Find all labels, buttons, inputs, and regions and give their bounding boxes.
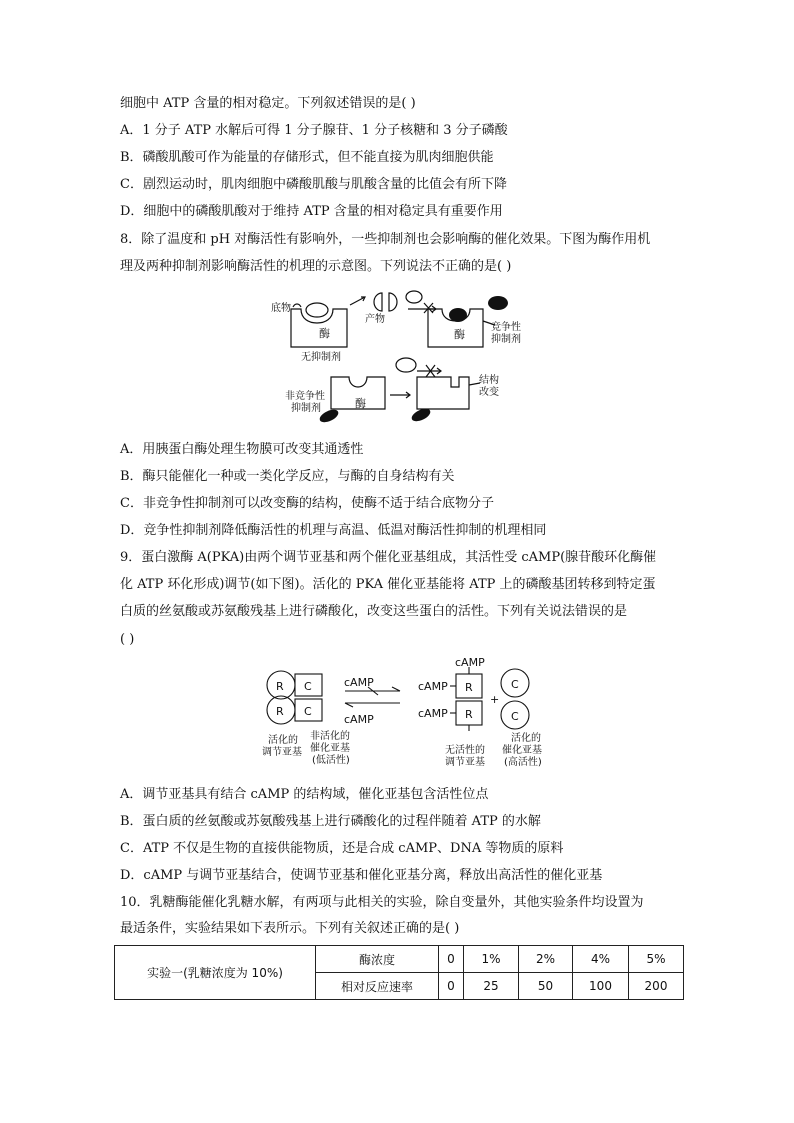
- q9-option-a: A．调节亚基具有结合 cAMP 的结构域，催化亚基包含活性位点: [120, 787, 489, 802]
- pka-left-label-2a: 非活化的: [310, 731, 350, 742]
- q10-stem-line2: 最适条件，实验结果如下表所示。下列有关叙述正确的是( ): [120, 921, 460, 936]
- table-cell: 50: [519, 973, 573, 1000]
- q8-option-d: D．竞争性抑制剂降低酶活性的机理与高温、低温对酶活性抑制的机理相同: [120, 523, 547, 538]
- pka-right-label-1a: 无活性的: [445, 745, 485, 756]
- pka-left-label-1a: 活化的: [268, 735, 298, 746]
- q7-option-b: B．磷酸肌酸可作为能量的存储形式，但不能直接为肌肉细胞供能: [120, 150, 494, 165]
- q9-option-d: D．cAMP 与调节亚基结合，使调节亚基和催化亚基分离，释放出高活性的催化亚基: [120, 868, 603, 883]
- pka-c-4: C: [511, 710, 519, 723]
- row-header-enzyme-concentration: 酶浓度: [316, 946, 439, 973]
- label-structure-1: 结构: [479, 375, 499, 386]
- pka-left-label-2b: 催化亚基: [310, 743, 350, 754]
- table-cell: 5%: [629, 946, 684, 973]
- q8-option-c: C．非竞争性抑制剂可以改变酶的结构，使酶不适于结合底物分子: [120, 496, 494, 511]
- label-structure-2: 改变: [479, 387, 499, 398]
- q9-stem-line1: 9．蛋白激酶 A(PKA)由两个调节亚基和两个催化亚基组成，其活性受 cAMP(腺苷酸环化酶催: [120, 550, 657, 565]
- q9-stem-line3: 白质的丝氨酸或苏氨酸残基上进行磷酸化，改变这些蛋白的活性。下列有关说法错误的是: [120, 604, 628, 619]
- table-cell: 1%: [464, 946, 519, 973]
- q8-option-a: A．用胰蛋白酶处理生物膜可改变其通透性: [120, 442, 364, 457]
- experiment-table: [114, 945, 684, 1000]
- pka-left-label-2c: (低活性): [312, 755, 350, 766]
- pka-camp-forward: cAMP: [344, 676, 374, 689]
- q9-stem-line2: 化 ATP 环化形成)调节(如下图)。活化的 PKA 催化亚基能将 ATP 上的磷酸基团转移到特定蛋: [120, 577, 656, 592]
- table-cell: 200: [629, 973, 684, 1000]
- pka-r-1: R: [276, 680, 284, 693]
- label-enzyme-3: 酶: [355, 397, 366, 410]
- q9-option-c: C．ATP 不仅是生物的直接供能物质，还是合成 cAMP、DNA 等物质的原料: [120, 841, 564, 856]
- label-noncompetitive-1: 非竞争性: [285, 391, 325, 402]
- q7-option-d: D．细胞中的磷酸肌酸对于维持 ATP 含量的相对稳定具有重要作用: [120, 204, 503, 219]
- pka-camp-left-2: cAMP: [418, 707, 448, 720]
- pka-r-3: R: [465, 681, 473, 694]
- q8-stem-line2: 理及两种抑制剂影响酶活性的机理的示意图。下列说法不正确的是( ): [120, 259, 512, 274]
- q8-option-b: B．酶只能催化一种或一类化学反应，与酶的自身结构有关: [120, 469, 455, 484]
- table-cell: 2%: [519, 946, 573, 973]
- label-no-inhibitor: 无抑制剂: [301, 352, 341, 363]
- table-cell: 100: [573, 973, 629, 1000]
- table-cell: 0: [439, 946, 464, 973]
- pka-camp-top: cAMP: [455, 656, 485, 669]
- table-cell: 25: [464, 973, 519, 1000]
- pka-left-label-1b: 调节亚基: [262, 747, 302, 758]
- label-competitive-1: 竞争性: [491, 322, 521, 333]
- pka-activation-diagram: [240, 655, 560, 775]
- label-noncompetitive-2: 抑制剂: [291, 403, 321, 414]
- pka-r-4: R: [465, 708, 473, 721]
- pka-right-label-2b: 催化亚基: [502, 745, 542, 756]
- q9-stem-line4: ( ): [120, 632, 135, 647]
- q7-option-c: C．剧烈运动时，肌肉细胞中磷酸肌酸与肌酸含量的比值会有所下降: [120, 177, 507, 192]
- q7-option-a: A．1 分子 ATP 水解后可得 1 分子腺苷、1 分子核糖和 3 分子磷酸: [120, 123, 508, 138]
- label-enzyme-2: 酶: [454, 328, 465, 341]
- pka-right-label-2c: (高活性): [504, 757, 542, 768]
- label-substrate: 底物: [271, 303, 291, 314]
- q7-stem: 细胞中 ATP 含量的相对稳定。下列叙述错误的是( ): [120, 96, 416, 111]
- q8-stem-line1: 8．除了温度和 pH 对酶活性有影响外，一些抑制剂也会影响酶的催化效果。下图为酶作用机: [120, 232, 651, 247]
- pka-right-label-1b: 调节亚基: [445, 757, 485, 768]
- pka-right-label-2a: 活化的: [511, 733, 541, 744]
- pka-camp-back: cAMP: [344, 713, 374, 726]
- table-cell: 0: [439, 973, 464, 1000]
- table-cell: 4%: [573, 946, 629, 973]
- pka-c-1: C: [304, 680, 312, 693]
- experiment-label: 实验一(乳糖浓度为 10%): [115, 946, 316, 1000]
- row-header-relative-rate: 相对反应速率: [316, 973, 439, 1000]
- enzyme-inhibition-diagram: [255, 285, 545, 430]
- pka-camp-left-1: cAMP: [418, 680, 448, 693]
- label-enzyme-1: 酶: [319, 327, 330, 340]
- pka-c-3: C: [511, 678, 519, 691]
- pka-r-2: R: [276, 705, 284, 718]
- pka-plus: +: [490, 693, 500, 706]
- table-row: [115, 946, 684, 973]
- q10-stem-line1: 10．乳糖酶能催化乳糖水解，有两项与此相关的实验，除自变量外，其他实验条件均设置为: [120, 895, 644, 910]
- q9-option-b: B．蛋白质的丝氨酸或苏氨酸残基上进行磷酸化的过程伴随着 ATP 的水解: [120, 814, 541, 829]
- label-product: 产物: [365, 314, 385, 325]
- pka-c-2: C: [304, 705, 312, 718]
- label-competitive-2: 抑制剂: [491, 334, 521, 345]
